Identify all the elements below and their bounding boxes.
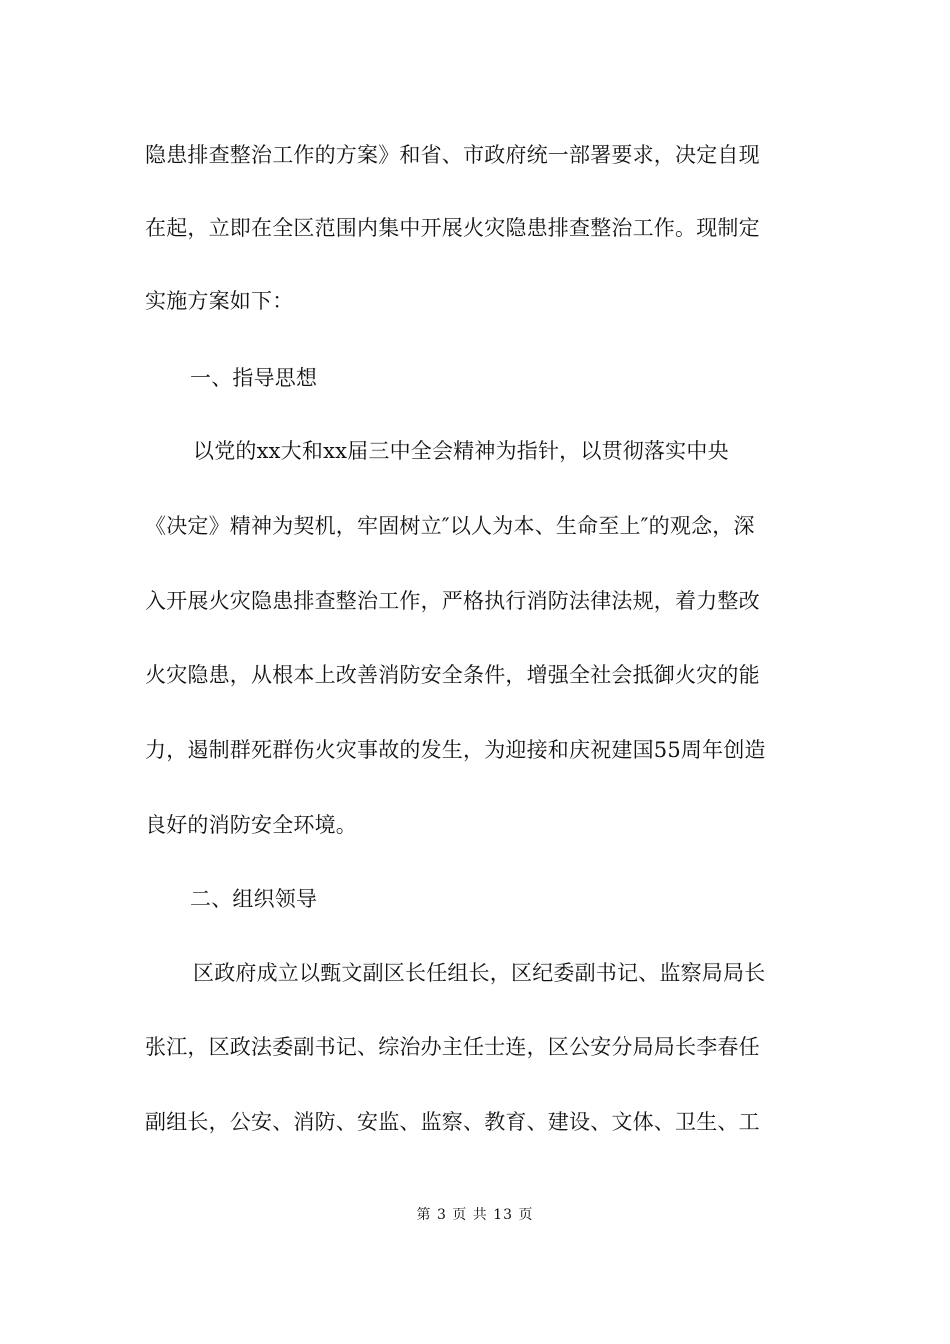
body-line-14: 副组长，公安、消防、安监、监察、教育、建设、文体、卫生、工 (145, 1110, 760, 1134)
body-line-3: 实施方案如下： (145, 289, 294, 313)
body-line-8: 火灾隐患，从根本上改善消防安全条件，增强全社会抵御火灾的能 (145, 663, 760, 687)
body-line-13: 张江，区政法委副书记、综治办主任士连，区公安分局局长李春任 (145, 1035, 760, 1059)
body-line-2: 在起，立即在全区范围内集中开展火灾隐患排查整治工作。现制定 (145, 216, 760, 240)
section-heading-organization: 二、组织领导 (190, 887, 318, 911)
body-line-10: 良好的消防安全环境。 (145, 813, 357, 837)
body-line-9: 力，遏制群死群伤火灾事故的发生，为迎接和庆祝建国55周年创造 (145, 738, 766, 762)
body-line-7: 入开展火灾隐患排查整治工作，严格执行消防法律法规，着力整改 (145, 589, 760, 613)
page-footer: 第 3 页 共 13 页 (416, 1207, 534, 1223)
body-line-6: 《决定》精神为契机，牢固树立″以人为本、生命至上″的观念，深 (145, 514, 755, 538)
body-line-12: 区政府成立以甄文副区长任组长，区纪委副书记、监察局局长 (193, 961, 766, 985)
section-heading-guiding-ideology: 一、指导思想 (190, 366, 318, 390)
body-line-1: 隐患排查整治工作的方案》和省、市政府统一部署要求，决定自现 (145, 143, 760, 167)
body-line-5: 以党的xx大和xx届三中全会精神为指针，以贯彻落实中央 (193, 439, 729, 463)
